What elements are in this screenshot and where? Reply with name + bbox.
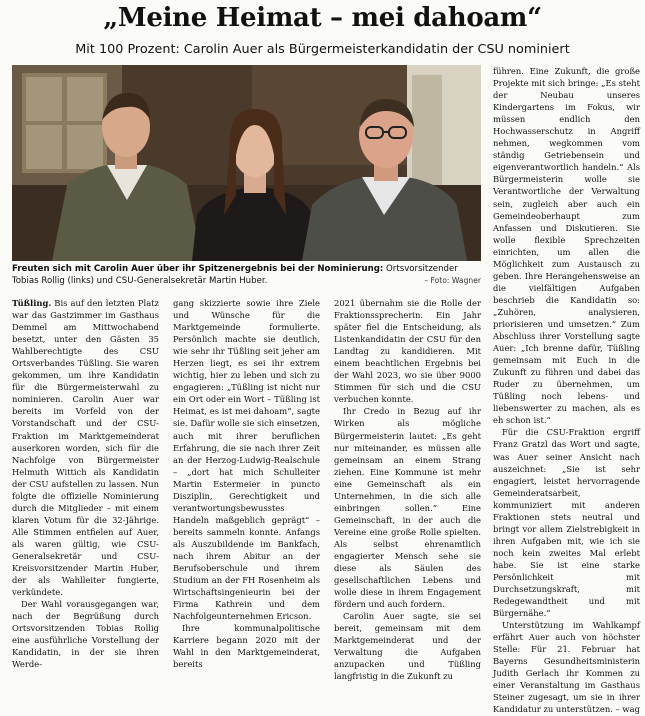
- article-photo: [12, 65, 481, 261]
- article-column-3: [334, 297, 481, 682]
- paragraph: 2021 übernahm sie die Rolle der Fraktionssprecherin. Ein Jahr später fiel die Entscheidung, als Listenkandidatin der CSU für den Landtag zu kandidieren. Mit einem beachtlichen Ergebnis bei der Wahl 2023, wo sie über 9000 Stimmen für sich und die CSU verbuchen konnte.: [334, 298, 481, 405]
- paragraph: Für die CSU-Fraktion ergriff Franz Gratzl das Wort und sagte, was Auer seiner Ansicht nach auszeichnet: „Sie ist sehr engagiert, leistet hervorragende Gemeinderatsarbeit, kommuniziert mit anderen Fraktionen stets neutral und bringt vor allem Zielstrebigkeit in ihren Aufgaben mit, wie ich sie noch kein zweites Mal erlebt habe. Sie ist eine starke Persönlichkeit mit Durchsetzungskraft, mit Redegewandtheit und mit Bürgernähe.“: [493, 427, 640, 619]
- paragraph: gang skizzierte sowie ihre Ziele und Wünsche für die Marktgemeinde formulierte. Persönlich machte sie deutlich, wie sehr ihr Tüßling seit jeher am Herzen liegt, es sei ihr extrem wichtig, hier zu leben und sich zu engagieren: „Tüßling ist nicht nur ein Ort oder ein Wort – Tüßling ist Heimat, es ist mei dahoam“, sagte sie. Dafür wolle sie sich einsetzen, auch mit ihrer beruflichen Erfahrung, die sie nach ihrer Zeit an der Herzog-Ludwig-Realschule – „dort hat mich Schulleiter Martin Estermeier in puncto Disziplin, Gerechtigkeit und verantwortungsbewusstes Handeln maßgeblich geprägt“ – bereits sammeln konnte. Anfangs als Auszubildende im Bankfach, nach ihrem Abitur an der Berufsoberschule und ihrem Studium an der FH Rosenheim als Wirtschaftsingenieurin bei der Firma Kathrein und dem Nachfolgeunternehmen Ericson.: [173, 298, 320, 622]
- article-column-2: [173, 297, 320, 670]
- paragraph: [12, 297, 159, 598]
- photo-caption: [12, 263, 481, 287]
- headline: „Meine Heimat – mei dahoam“: [103, 3, 542, 33]
- subheadline: Mit 100 Prozent: Carolin Auer als Bürgermeisterkandidatin der CSU nominiert: [75, 42, 570, 57]
- paragraph: Der Wahl vorausgegangen war, nach der Begrüßung durch Ortsvorsitzenden Tobias Rollig eine ausführliche Vorstellung der Kandidatin, in der sie ihren Werde-: [12, 599, 159, 670]
- paragraph: Unterstützung im Wahlkampf erfährt Auer auch von höchster Stelle: Für 21. Februar hat Bayerns Gesundheitsministerin Judith Gerlach ihr Kommen zu einer Veranstaltung im Gasthaus Steiner zugesagt, um sie in ihrer Kandidatur zu unterstützen. – wag: [493, 620, 640, 715]
- caption-bold: Freuten sich mit Carolin Auer über ihr Spitzenergebnis bei der Nominierung:: [12, 264, 384, 274]
- article-column-4: [493, 65, 640, 715]
- paragraph: führen. Eine Zukunft, die große Projekte mit sich bringe: „Es steht der Neubau unseres Kindergartens im Fokus, wir müssen endlich den Hochwasserschutz in Angriff nehmen, wegkommen vom ständig Getriebensein und eigenverantwortlich handeln.“ Als Bürgermeisterin wolle sie Verantwortliche der Verwaltung sein, zugleich aber auch ein Gemeindeoberhaupt zum Anfassen und Diskutieren. Sie wolle flexible Sprechzeiten einrichten, um allen die Möglichkeit zum Austausch zu geben. Ihre Herangehensweise an die vielfältigen Aufgaben beschrieb die Kandidatin so: „Zuhören, analysieren, priorisieren und umsetzen.“ Zum Abschluss ihrer Vorstellung sagte Auer: „Ich brenne dafür, Tüßling gemeinsam mit Euch in die Zukunft zu führen und dabei das Ruder zu übernehmen, um Tüßling noch lebens- und liebenswerter zu machen, als es eh schon ist.“: [493, 66, 640, 426]
- caption-text: Ortsvorsitzender Tobias Rollig (links) und CSU-Generalsekretär Martin Huber.: [12, 264, 458, 286]
- paragraph: Carolin Auer sagte, sie sei bereit, gemeinsam mit dem Marktgemeinderat und der Verwaltung die Aufgaben anzupacken und Tüßling langfristig in die Zukunft zu: [334, 611, 481, 682]
- paragraph: Ihr Credo in Bezug auf ihr Wirken als mögliche Bürgermeisterin lautet: „Es geht nur miteinander, es müssen alle gemeinsam an einem Strang ziehen. Eine Kommune ist mehr eine Gemeinschaft als ein Unternehmen, in die sich alle einbringen sollen.“ Eine Gemeinschaft, in der auch die Vereine eine große Rolle spielten. Als selbst ehrenamtlich engagierter Mensch sehe sie diese als Säulen des gesellschaftlichen Lebens und wolle diese in ihrem Engagement fördern und auch fordern.: [334, 406, 481, 610]
- dateline: Tüßling.: [12, 298, 52, 308]
- photo-credit: – Foto: Wagner: [424, 276, 481, 285]
- paragraph: Ihre kommunalpolitische Karriere begann 2020 mit der Wahl in den Marktgemeinderat, bereits: [173, 623, 320, 670]
- paragraph-text: Bis auf den letzten Platz war das Gastzimmer im Gasthaus Demmel am Mittwochabend besetzt, unter den Gästen 35 Wahlberechtigte des CSU Ortsverbandes Tüßling. Sie waren gekommen, um ihre Kandidatin für die Bürgermeisterwahl zu nominieren. Carolin Auer war bereits im Vorfeld von der Vorstandschaft und der CSU-Fraktion im Marktgemeinderat auserkoren worden, sich für die Nachfolge von Bürgermeister Helmuth Wittich als Kandidatin der CSU aufstellen zu lassen. Nun folgte die offizielle Nominierung durch die Mitglieder – mit einem klaren Votum für die 32-Jährige. Alle Stimmen entfielen auf Auer, als waren gültig, wie CSU-Generalsekretär und CSU-Kreisvorsitzender Martin Huber, der als Wahlleiter fungierte, verkündete.: [12, 298, 159, 598]
- article-column-1: [12, 297, 159, 670]
